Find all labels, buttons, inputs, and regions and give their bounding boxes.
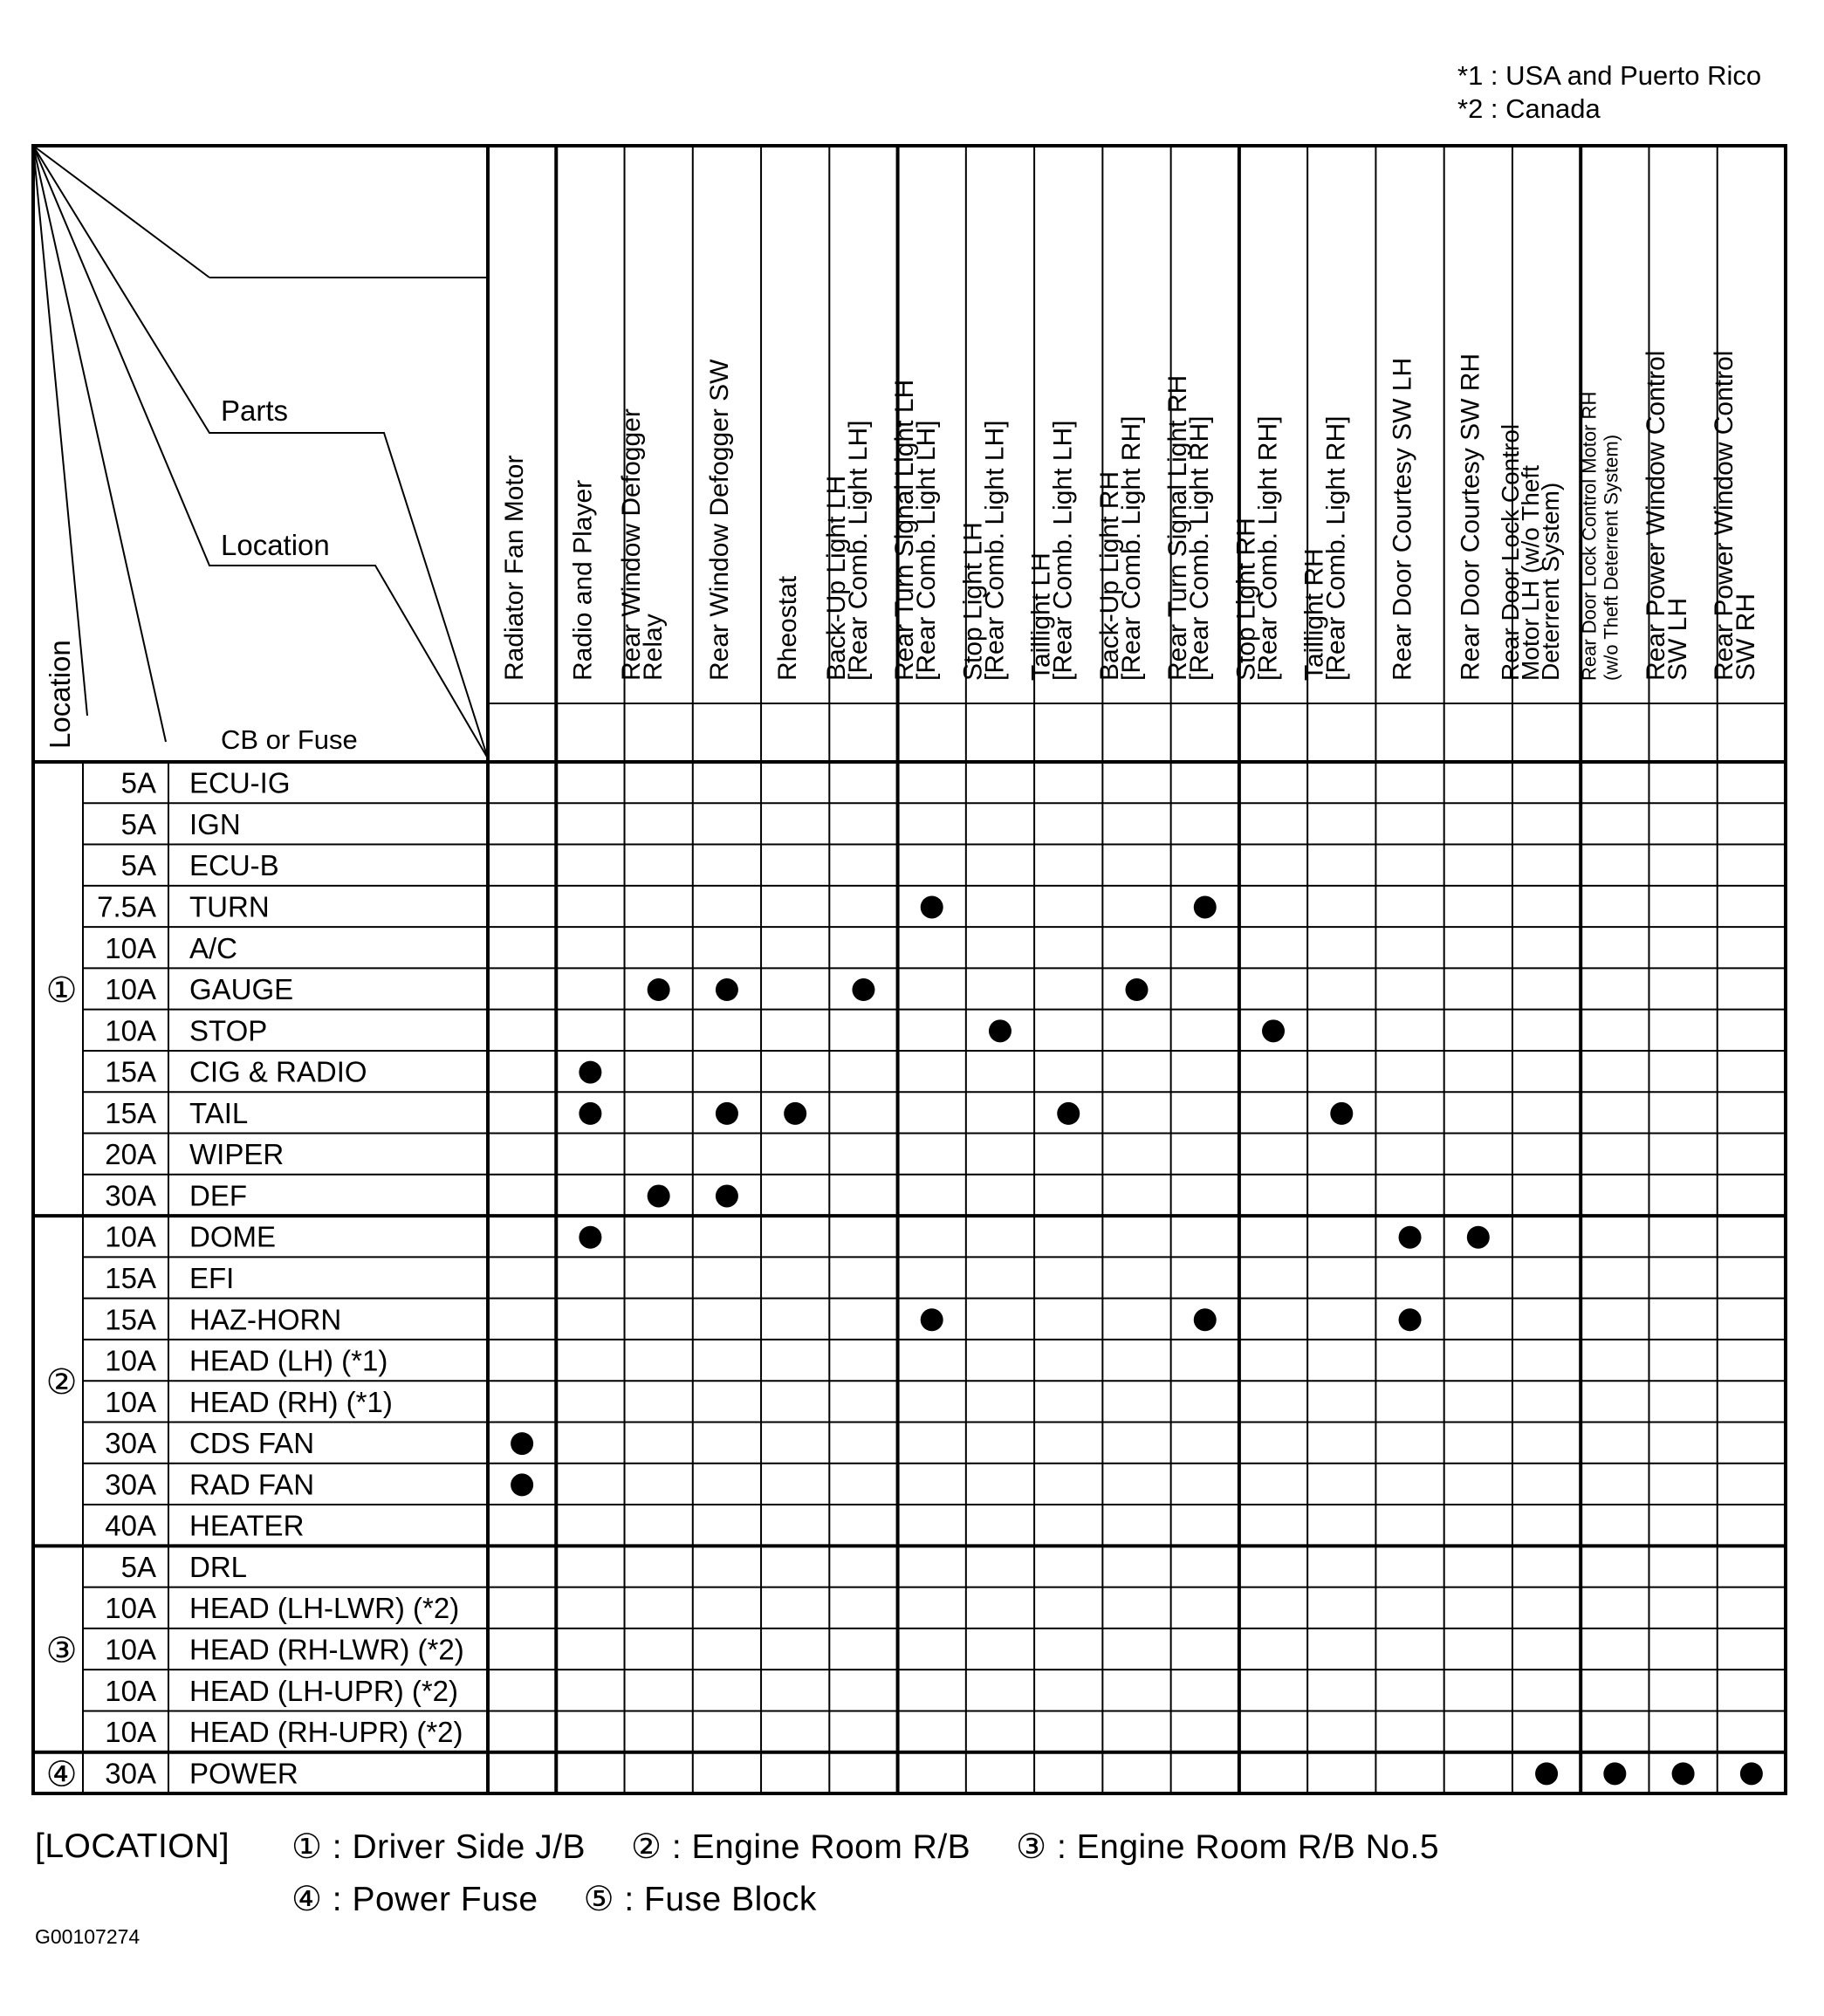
part-label: Rear Door Courtesy SW LH (1388, 357, 1417, 681)
part-label: Rear Door Courtesy SW RH (1456, 353, 1485, 681)
fuse-name: DEF (189, 1179, 247, 1212)
connection-dot (1603, 1762, 1626, 1785)
fuse-name: HEAD (LH-UPR) (*2) (189, 1674, 459, 1707)
location-legend-item-5: ⑤ : Fuse Block (583, 1881, 817, 1918)
fuse-amperage: 5A (120, 807, 156, 840)
connection-dot (921, 895, 943, 918)
fuse-name: CIG & RADIO (189, 1055, 367, 1088)
part-label: (w/o Theft Deterrent System) (1600, 434, 1622, 681)
part-label: Rear Door Lock Control (1496, 423, 1524, 681)
connection-dot (1057, 1102, 1080, 1125)
part-label: Deterrent System) (1536, 482, 1564, 681)
part-label: [Rear Comb. Light RH] (1116, 415, 1146, 681)
connection-dot (648, 978, 670, 1001)
location-legend-item-2: ② : Engine Room R/B (631, 1828, 971, 1866)
fuse-amperage: 30A (105, 1427, 156, 1460)
connection-dot (716, 1102, 738, 1125)
fuse-amperage: 7.5A (97, 890, 156, 923)
fuse-amperage: 10A (105, 1014, 156, 1047)
connection-dot (648, 1184, 670, 1207)
location-group-label: ① (45, 971, 78, 1011)
part-label: Rear Door Lock Control Motor RH (1578, 391, 1601, 681)
footnote-usa: *1 : USA and Puerto Rico (1457, 60, 1762, 91)
fuse-amperage: 10A (105, 973, 156, 1006)
connection-dot (1535, 1762, 1558, 1785)
connection-dot (1672, 1762, 1695, 1785)
location-vertical-label: Location (44, 640, 76, 749)
fuse-amperage: 20A (105, 1138, 156, 1171)
part-label: Taillight RH (1299, 548, 1329, 681)
connection-dot (1194, 1308, 1217, 1331)
fuse-amperage: 10A (105, 1344, 156, 1377)
fuse-name: HAZ-HORN (189, 1303, 342, 1336)
part-label: Motor LH (w/o Theft (1516, 465, 1544, 681)
part-label: Rheostat (773, 575, 803, 681)
header-diagonal (33, 146, 209, 278)
part-label: SW LH (1663, 597, 1692, 681)
part-label: Relay (639, 614, 669, 681)
figure-id: G00107274 (35, 1925, 141, 1948)
fuse-amperage: 15A (105, 1096, 156, 1129)
connection-dot (511, 1432, 533, 1455)
location-legend-item-3: ③ : Engine Room R/B No.5 (1016, 1828, 1440, 1866)
fuse-name: TURN (189, 890, 270, 923)
header-diagonal (33, 146, 87, 716)
fuse-name: HEAD (LH) (*1) (189, 1344, 388, 1377)
part-label: Rear Turn Signal Light RH (1163, 374, 1193, 681)
fuse-name: HEAD (RH) (*1) (189, 1385, 393, 1418)
connection-dot (579, 1102, 601, 1125)
fuse-amperage: 5A (120, 1550, 156, 1583)
fuse-name: ECU-B (189, 849, 279, 882)
connection-dot (716, 978, 738, 1001)
fuse-name: WIPER (189, 1138, 285, 1171)
part-label: [Rear Comb. Light LH] (980, 420, 1010, 681)
fuse-name: DRL (189, 1550, 248, 1583)
part-label: Rear Power Window Control (1710, 350, 1739, 681)
fuse-name: HEAD (LH-LWR) (*2) (189, 1592, 460, 1625)
fuse-amperage: 10A (105, 1633, 156, 1666)
fuse-name: HEAD (RH-LWR) (*2) (189, 1633, 464, 1666)
fuse-name: CDS FAN (189, 1427, 315, 1460)
location-group-label: ③ (45, 1631, 78, 1670)
part-label: Rear Window Defogger SW (704, 359, 734, 681)
connection-dot (852, 978, 874, 1001)
fuse-amperage: 15A (105, 1262, 156, 1294)
part-label: Taillight LH (1026, 552, 1056, 681)
connection-dot (1399, 1308, 1422, 1331)
connection-dot (716, 1184, 738, 1207)
connection-dot (1330, 1102, 1353, 1125)
part-label: [Rear Comb. Light LH] (843, 420, 873, 681)
connection-dot (1467, 1226, 1490, 1249)
location-legend-item-1: ① : Driver Side J/B (291, 1828, 586, 1866)
fuse-amperage: 40A (105, 1509, 156, 1542)
fuse-name: IGN (189, 807, 241, 840)
footnote-canada: *2 : Canada (1457, 93, 1601, 124)
fuse-amperage: 5A (120, 849, 156, 882)
fuse-name: RAD FAN (189, 1468, 315, 1501)
fuse-amperage: 30A (105, 1179, 156, 1212)
cb-or-fuse-label: CB or Fuse (221, 724, 358, 755)
fuse-amperage: 15A (105, 1303, 156, 1336)
part-label: Back-Up Light LH (821, 475, 851, 681)
part-label: SW RH (1731, 593, 1761, 681)
part-label: [Rear Comb. Light RH] (1185, 415, 1215, 681)
connection-dot (1262, 1019, 1285, 1042)
fuse-amperage: 10A (105, 1385, 156, 1418)
connection-dot (921, 1308, 943, 1331)
connection-dot (1194, 895, 1217, 918)
fuse-name: STOP (189, 1014, 268, 1047)
fuse-amperage: 10A (105, 1592, 156, 1625)
location-group-label: ② (45, 1363, 78, 1402)
fuse-name: GAUGE (189, 973, 294, 1006)
fuse-name: TAIL (189, 1096, 249, 1129)
connection-dot (989, 1019, 1011, 1042)
parts-corner-label: Parts (221, 394, 289, 427)
fuse-name: ECU-IG (189, 766, 291, 799)
part-label: Rear Power Window Control (1641, 350, 1670, 681)
connection-dot (1399, 1226, 1422, 1249)
connection-dot (579, 1061, 601, 1084)
fuse-amperage: 15A (105, 1055, 156, 1088)
connection-dot (1740, 1762, 1763, 1785)
fuse-amperage: 10A (105, 1716, 156, 1749)
part-label: Stop Light LH (958, 522, 988, 681)
part-label: Radiator Fan Motor (500, 455, 529, 681)
location-legend-title: [LOCATION] (35, 1827, 230, 1865)
fuse-amperage: 30A (105, 1757, 156, 1790)
fuse-name: DOME (189, 1220, 276, 1253)
part-label: Back-Up Light RH (1094, 470, 1124, 681)
location-legend-item-4: ④ : Power Fuse (291, 1881, 538, 1918)
location-legend-row-1 (291, 1827, 1485, 1867)
connection-dot (579, 1226, 601, 1249)
location-corner-label: Location (221, 529, 330, 561)
part-label: Radio and Player (568, 479, 598, 681)
fuse-amperage: 5A (120, 766, 156, 799)
part-label: [Rear Comb. Light RH] (1253, 415, 1283, 681)
part-label: Rear Window Defogger (617, 408, 647, 681)
fuse-name: POWER (189, 1757, 298, 1790)
connection-dot (1126, 978, 1149, 1001)
fuse-name: HEATER (189, 1509, 305, 1542)
part-label: Rear Turn Signal Light LH (890, 379, 920, 681)
part-label: [Rear Comb. Light LH] (912, 420, 942, 681)
location-group-label: ④ (45, 1755, 78, 1794)
location-legend-row-2 (291, 1880, 862, 1919)
fuse-name: A/C (189, 931, 238, 964)
part-label: [Rear Comb. Light LH] (1048, 420, 1078, 681)
connection-dot (784, 1102, 806, 1125)
part-label: [Rear Comb. Light RH] (1321, 415, 1351, 681)
fuse-name: EFI (189, 1262, 235, 1294)
connection-dot (511, 1473, 533, 1496)
fuse-amperage: 10A (105, 1220, 156, 1253)
fuse-name: HEAD (RH-UPR) (*2) (189, 1716, 463, 1749)
fuse-amperage: 10A (105, 931, 156, 964)
fuse-amperage: 10A (105, 1674, 156, 1707)
fuse-amperage: 30A (105, 1468, 156, 1501)
part-label: Stop Light RH (1231, 518, 1261, 681)
